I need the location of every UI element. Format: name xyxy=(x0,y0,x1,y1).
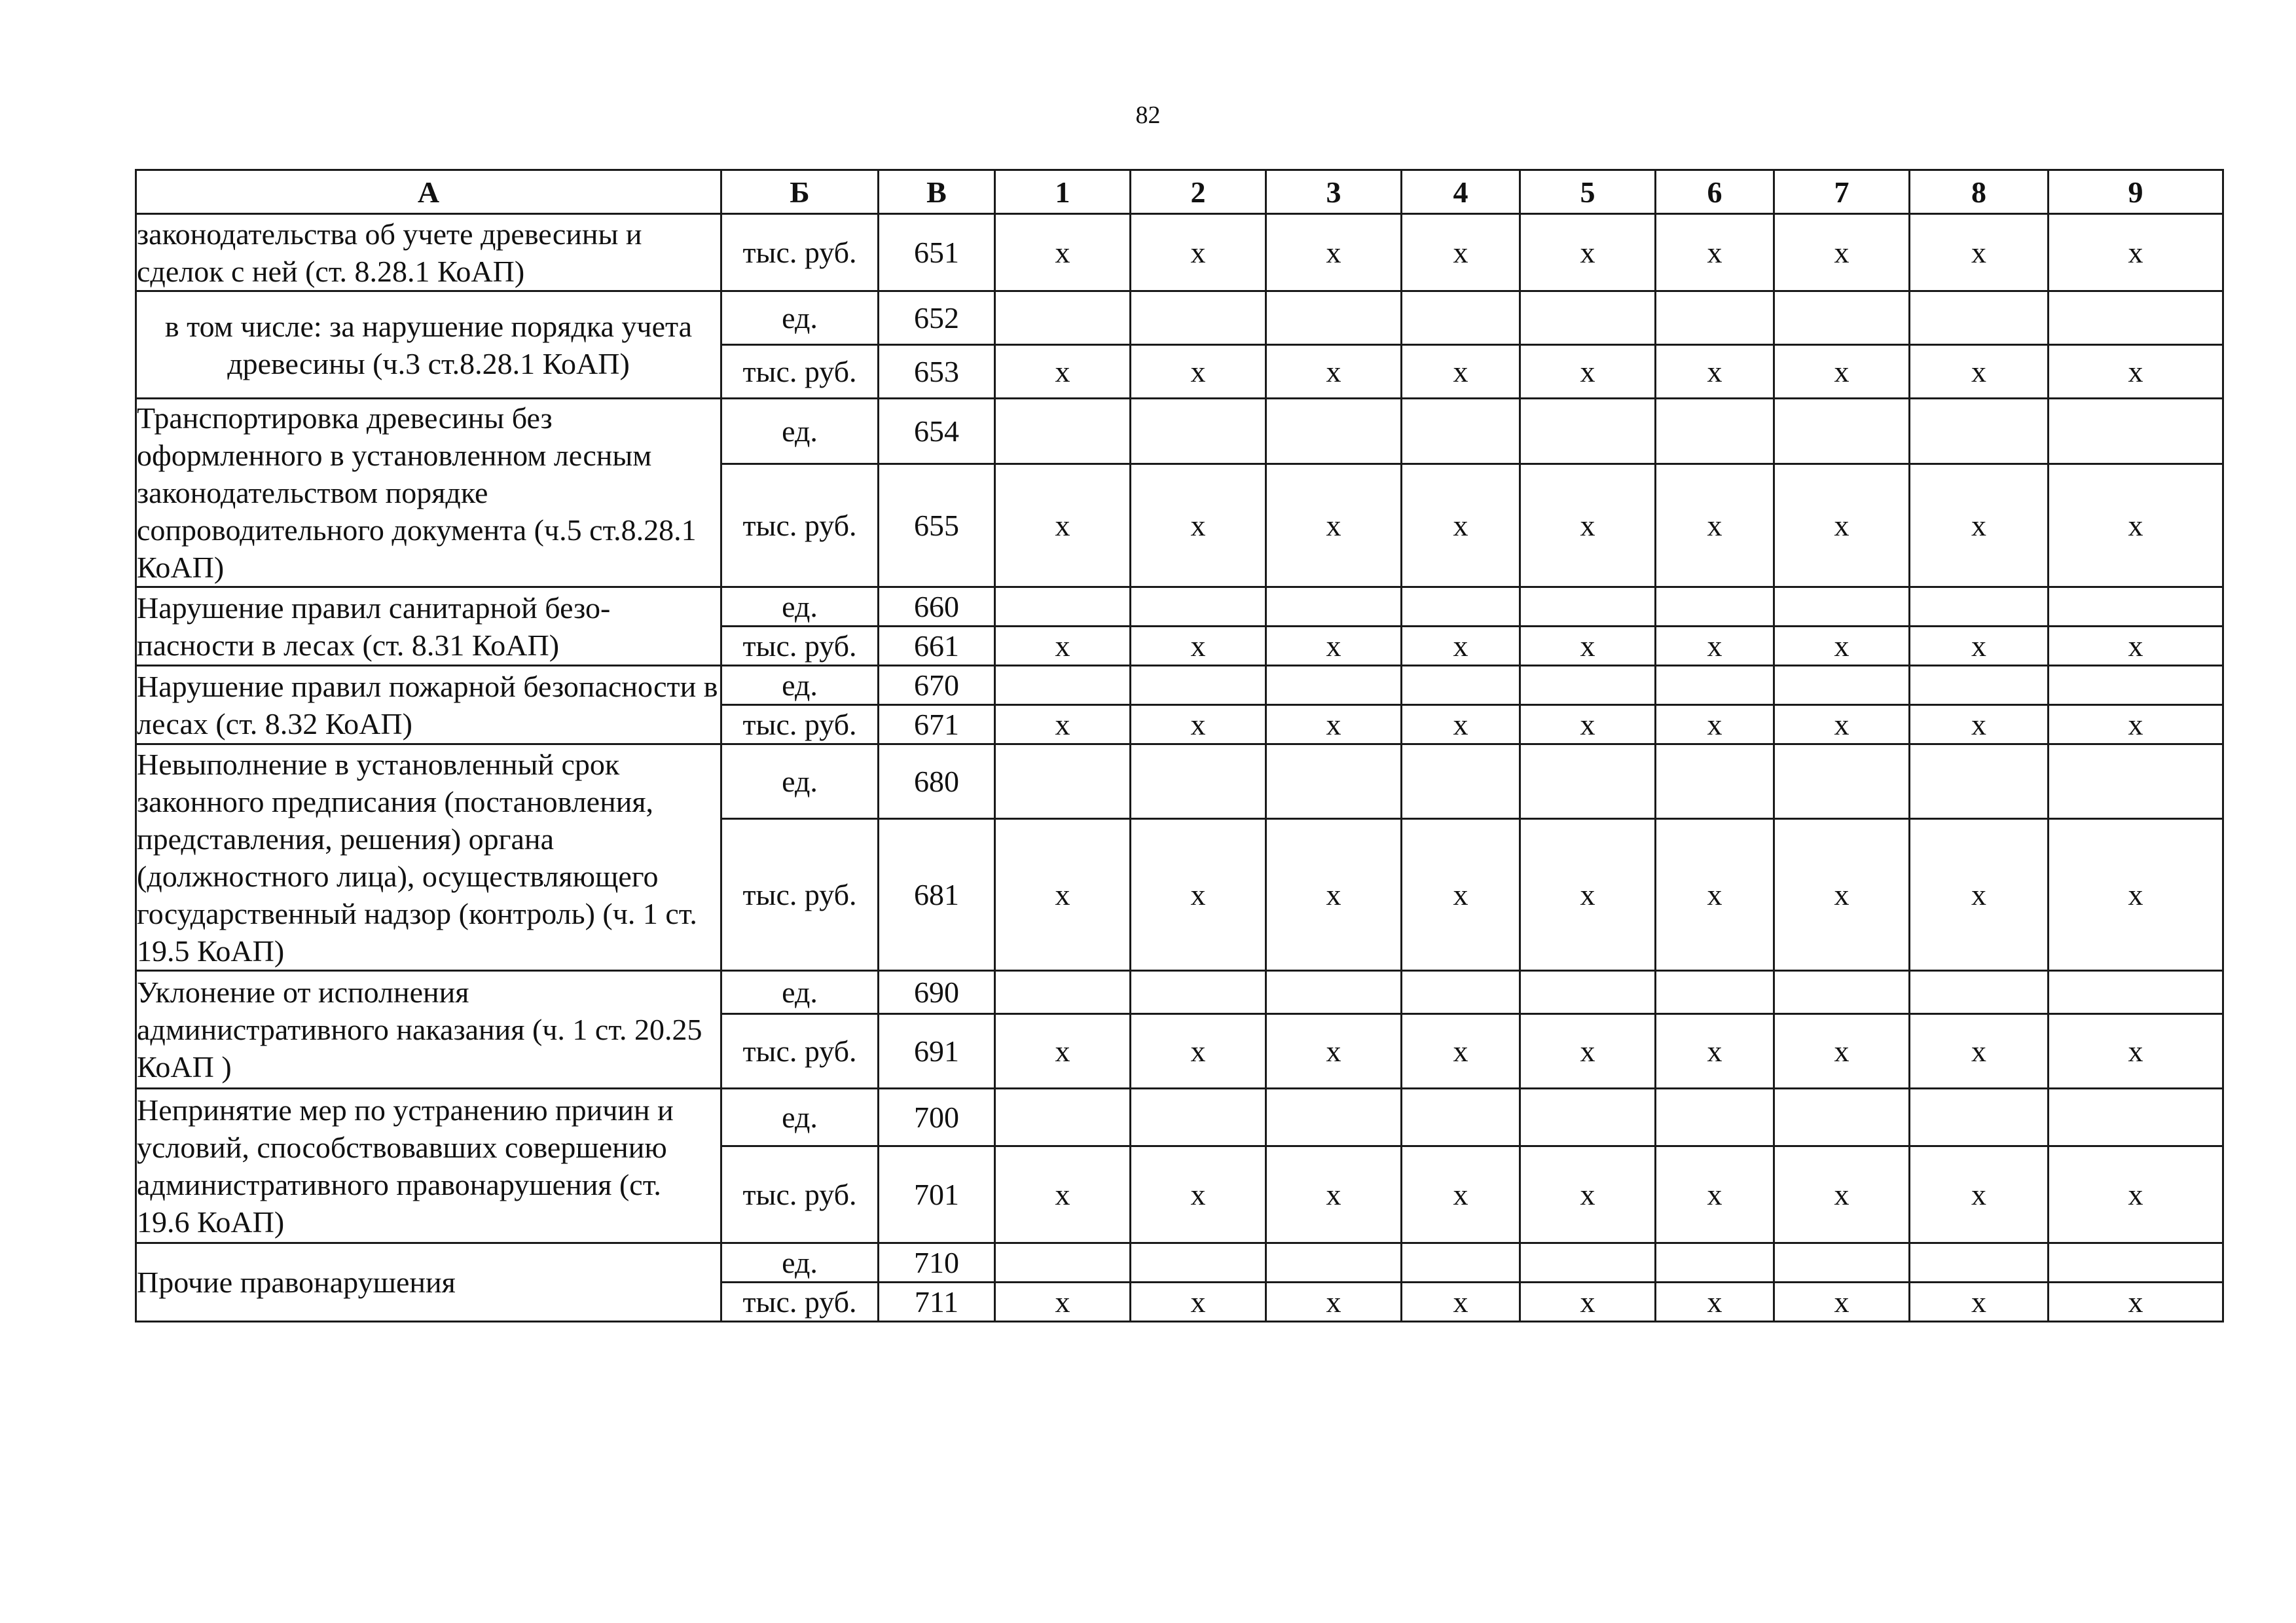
line-code-cell: 655 xyxy=(879,464,995,587)
column-6-cell: х xyxy=(1656,1283,1774,1322)
column-9-cell xyxy=(2049,1089,2223,1146)
column-4-cell: х xyxy=(1402,1014,1520,1089)
header-cell-v: В xyxy=(879,170,995,214)
column-4-cell: х xyxy=(1402,214,1520,291)
table-row xyxy=(136,1243,2223,1283)
column-1-cell xyxy=(995,971,1131,1014)
column-5-cell: х xyxy=(1520,1014,1656,1089)
header-cell-1: 1 xyxy=(995,170,1131,214)
column-7-cell xyxy=(1774,1243,1910,1283)
column-8-cell: х xyxy=(1910,345,2049,399)
column-4-cell: х xyxy=(1402,464,1520,587)
column-8-cell xyxy=(1910,971,2049,1014)
unit-cell: ед. xyxy=(721,399,879,464)
column-7-cell: х xyxy=(1774,1283,1910,1322)
column-1-cell: х xyxy=(995,1146,1131,1243)
column-1-cell xyxy=(995,666,1131,705)
unit-cell: тыс. руб. xyxy=(721,1283,879,1322)
column-8-cell xyxy=(1910,1243,2049,1283)
column-4-cell xyxy=(1402,1243,1520,1283)
column-3-cell xyxy=(1266,744,1402,819)
column-5-cell: х xyxy=(1520,819,1656,971)
column-3-cell xyxy=(1266,971,1402,1014)
column-3-cell xyxy=(1266,291,1402,345)
column-4-cell: х xyxy=(1402,345,1520,399)
line-code-cell: 700 xyxy=(879,1089,995,1146)
column-8-cell: х xyxy=(1910,464,2049,587)
column-1-cell xyxy=(995,399,1131,464)
header-cell-3: 3 xyxy=(1266,170,1402,214)
unit-cell: тыс. руб. xyxy=(721,464,879,587)
row-label: в том числе: за нарушение порядка учета древесины (ч.3 ст.8.28.1 КоАП) xyxy=(136,291,721,399)
header-cell-b: Б xyxy=(721,170,879,214)
column-9-cell: х xyxy=(2049,1283,2223,1322)
line-code-cell: 654 xyxy=(879,399,995,464)
column-8-cell: х xyxy=(1910,819,2049,971)
column-6-cell: х xyxy=(1656,1146,1774,1243)
column-8-cell xyxy=(1910,587,2049,627)
column-3-cell: х xyxy=(1266,464,1402,587)
column-8-cell xyxy=(1910,666,2049,705)
column-2-cell: х xyxy=(1131,705,1266,744)
column-1-cell xyxy=(995,291,1131,345)
column-5-cell: х xyxy=(1520,1146,1656,1243)
column-1-cell xyxy=(995,1243,1131,1283)
column-6-cell xyxy=(1656,1089,1774,1146)
column-6-cell: х xyxy=(1656,819,1774,971)
column-3-cell xyxy=(1266,1243,1402,1283)
column-9-cell: х xyxy=(2049,214,2223,291)
column-8-cell: х xyxy=(1910,214,2049,291)
table-row xyxy=(136,291,2223,345)
column-2-cell xyxy=(1131,971,1266,1014)
row-label: Нарушение правил санитарной безо-пасности в лесах (ст. 8.31 КоАП) xyxy=(136,587,721,666)
column-7-cell: х xyxy=(1774,345,1910,399)
column-9-cell: х xyxy=(2049,705,2223,744)
column-3-cell: х xyxy=(1266,345,1402,399)
column-9-cell xyxy=(2049,666,2223,705)
line-code-cell: 671 xyxy=(879,705,995,744)
column-4-cell: х xyxy=(1402,1283,1520,1322)
column-2-cell: х xyxy=(1131,627,1266,666)
column-5-cell: х xyxy=(1520,214,1656,291)
column-7-cell: х xyxy=(1774,1014,1910,1089)
header-cell-2: 2 xyxy=(1131,170,1266,214)
column-4-cell: х xyxy=(1402,1146,1520,1243)
column-7-cell xyxy=(1774,744,1910,819)
column-5-cell xyxy=(1520,1089,1656,1146)
column-5-cell xyxy=(1520,744,1656,819)
unit-cell: тыс. руб. xyxy=(721,819,879,971)
column-1-cell xyxy=(995,587,1131,627)
column-9-cell: х xyxy=(2049,345,2223,399)
header-cell-7: 7 xyxy=(1774,170,1910,214)
unit-cell: ед. xyxy=(721,971,879,1014)
column-9-cell xyxy=(2049,744,2223,819)
column-2-cell: х xyxy=(1131,464,1266,587)
column-4-cell xyxy=(1402,971,1520,1014)
unit-cell: ед. xyxy=(721,1089,879,1146)
column-1-cell: х xyxy=(995,705,1131,744)
line-code-cell: 681 xyxy=(879,819,995,971)
column-1-cell: х xyxy=(995,1014,1131,1089)
column-5-cell xyxy=(1520,971,1656,1014)
table-row xyxy=(136,971,2223,1014)
line-code-cell: 653 xyxy=(879,345,995,399)
column-7-cell: х xyxy=(1774,464,1910,587)
column-3-cell xyxy=(1266,399,1402,464)
column-2-cell xyxy=(1131,666,1266,705)
header-cell-5: 5 xyxy=(1520,170,1656,214)
column-2-cell xyxy=(1131,399,1266,464)
column-3-cell: х xyxy=(1266,214,1402,291)
column-6-cell xyxy=(1656,1243,1774,1283)
header-cell-9: 9 xyxy=(2049,170,2223,214)
column-4-cell xyxy=(1402,1089,1520,1146)
column-2-cell: х xyxy=(1131,1283,1266,1322)
column-9-cell: х xyxy=(2049,1014,2223,1089)
table-row xyxy=(136,214,2223,291)
column-4-cell: х xyxy=(1402,705,1520,744)
column-3-cell xyxy=(1266,587,1402,627)
unit-cell: ед. xyxy=(721,744,879,819)
column-2-cell xyxy=(1131,1243,1266,1283)
column-1-cell: х xyxy=(995,214,1131,291)
column-7-cell: х xyxy=(1774,705,1910,744)
column-4-cell xyxy=(1402,399,1520,464)
column-2-cell: х xyxy=(1131,214,1266,291)
unit-cell: тыс. руб. xyxy=(721,705,879,744)
table-row xyxy=(136,744,2223,819)
unit-cell: тыс. руб. xyxy=(721,214,879,291)
column-1-cell xyxy=(995,1089,1131,1146)
header-cell-a: А xyxy=(136,170,721,214)
column-3-cell xyxy=(1266,1089,1402,1146)
column-6-cell: х xyxy=(1656,214,1774,291)
column-1-cell: х xyxy=(995,1283,1131,1322)
column-2-cell: х xyxy=(1131,819,1266,971)
column-7-cell: х xyxy=(1774,819,1910,971)
row-label: Непринятие мер по устранению причин и условий, способствовавших совершению административного правонарушения (ст. 19.6 КоАП) xyxy=(136,1089,721,1243)
column-3-cell: х xyxy=(1266,1014,1402,1089)
column-8-cell: х xyxy=(1910,705,2049,744)
column-7-cell xyxy=(1774,666,1910,705)
column-1-cell: х xyxy=(995,345,1131,399)
column-2-cell: х xyxy=(1131,1014,1266,1089)
column-6-cell: х xyxy=(1656,705,1774,744)
column-3-cell: х xyxy=(1266,627,1402,666)
column-1-cell: х xyxy=(995,464,1131,587)
table-body xyxy=(136,214,2223,1322)
column-7-cell xyxy=(1774,587,1910,627)
line-code-cell: 691 xyxy=(879,1014,995,1089)
column-9-cell: х xyxy=(2049,1146,2223,1243)
row-label: Транспортировка древесины без оформленного в установленном лесным законодательством порядке сопроводительного документа (ч.5 ст.8.28.1 КоАП) xyxy=(136,399,721,587)
column-9-cell xyxy=(2049,399,2223,464)
column-2-cell xyxy=(1131,587,1266,627)
unit-cell: ед. xyxy=(721,666,879,705)
column-6-cell xyxy=(1656,971,1774,1014)
table-row xyxy=(136,666,2223,705)
column-6-cell: х xyxy=(1656,464,1774,587)
row-label: Прочие правонарушения xyxy=(136,1243,721,1322)
column-2-cell xyxy=(1131,744,1266,819)
column-4-cell xyxy=(1402,587,1520,627)
unit-cell: ед. xyxy=(721,587,879,627)
column-4-cell xyxy=(1402,291,1520,345)
column-2-cell xyxy=(1131,1089,1266,1146)
column-7-cell xyxy=(1774,399,1910,464)
column-5-cell: х xyxy=(1520,627,1656,666)
unit-cell: тыс. руб. xyxy=(721,1014,879,1089)
column-5-cell xyxy=(1520,399,1656,464)
page-number: 82 xyxy=(1135,101,1161,129)
column-9-cell: х xyxy=(2049,819,2223,971)
column-3-cell: х xyxy=(1266,1283,1402,1322)
unit-cell: тыс. руб. xyxy=(721,627,879,666)
column-9-cell: х xyxy=(2049,627,2223,666)
column-4-cell xyxy=(1402,666,1520,705)
row-label: Уклонение от исполнения административного наказания (ч. 1 ст. 20.25 КоАП ) xyxy=(136,971,721,1089)
column-5-cell: х xyxy=(1520,705,1656,744)
column-9-cell xyxy=(2049,1243,2223,1283)
column-6-cell xyxy=(1656,587,1774,627)
line-code-cell: 661 xyxy=(879,627,995,666)
column-5-cell xyxy=(1520,666,1656,705)
column-8-cell xyxy=(1910,399,2049,464)
line-code-cell: 660 xyxy=(879,587,995,627)
column-5-cell xyxy=(1520,1243,1656,1283)
table-row xyxy=(136,1089,2223,1146)
line-code-cell: 651 xyxy=(879,214,995,291)
line-code-cell: 652 xyxy=(879,291,995,345)
column-4-cell: х xyxy=(1402,627,1520,666)
table-row xyxy=(136,587,2223,627)
table-row xyxy=(136,399,2223,464)
violations-table xyxy=(135,169,2224,1322)
column-6-cell xyxy=(1656,399,1774,464)
column-7-cell xyxy=(1774,291,1910,345)
column-9-cell: х xyxy=(2049,464,2223,587)
unit-cell: тыс. руб. xyxy=(721,345,879,399)
column-1-cell xyxy=(995,744,1131,819)
column-6-cell xyxy=(1656,666,1774,705)
column-7-cell xyxy=(1774,971,1910,1014)
column-7-cell: х xyxy=(1774,627,1910,666)
column-8-cell: х xyxy=(1910,1014,2049,1089)
row-label: законодательства об учете древесины и сделок с ней (ст. 8.28.1 КоАП) xyxy=(136,214,721,291)
line-code-cell: 690 xyxy=(879,971,995,1014)
column-5-cell: х xyxy=(1520,464,1656,587)
column-3-cell: х xyxy=(1266,819,1402,971)
column-6-cell xyxy=(1656,744,1774,819)
column-1-cell: х xyxy=(995,627,1131,666)
row-label: Нарушение правил пожарной безопасности в лесах (ст. 8.32 КоАП) xyxy=(136,666,721,744)
column-9-cell xyxy=(2049,587,2223,627)
column-6-cell: х xyxy=(1656,627,1774,666)
column-7-cell xyxy=(1774,1089,1910,1146)
column-8-cell xyxy=(1910,744,2049,819)
column-5-cell: х xyxy=(1520,345,1656,399)
column-3-cell xyxy=(1266,666,1402,705)
column-8-cell: х xyxy=(1910,1146,2049,1243)
column-9-cell xyxy=(2049,971,2223,1014)
line-code-cell: 701 xyxy=(879,1146,995,1243)
line-code-cell: 711 xyxy=(879,1283,995,1322)
column-2-cell: х xyxy=(1131,345,1266,399)
column-8-cell: х xyxy=(1910,627,2049,666)
line-code-cell: 710 xyxy=(879,1243,995,1283)
column-7-cell: х xyxy=(1774,214,1910,291)
column-7-cell: х xyxy=(1774,1146,1910,1243)
unit-cell: ед. xyxy=(721,1243,879,1283)
column-3-cell: х xyxy=(1266,1146,1402,1243)
column-4-cell: х xyxy=(1402,819,1520,971)
column-5-cell xyxy=(1520,291,1656,345)
column-3-cell: х xyxy=(1266,705,1402,744)
header-cell-6: 6 xyxy=(1656,170,1774,214)
column-6-cell xyxy=(1656,291,1774,345)
column-6-cell: х xyxy=(1656,345,1774,399)
column-5-cell: х xyxy=(1520,1283,1656,1322)
column-9-cell xyxy=(2049,291,2223,345)
line-code-cell: 670 xyxy=(879,666,995,705)
column-6-cell: х xyxy=(1656,1014,1774,1089)
column-5-cell xyxy=(1520,587,1656,627)
unit-cell: ед. xyxy=(721,291,879,345)
column-8-cell xyxy=(1910,1089,2049,1146)
column-8-cell: х xyxy=(1910,1283,2049,1322)
column-2-cell xyxy=(1131,291,1266,345)
header-cell-4: 4 xyxy=(1402,170,1520,214)
header-row xyxy=(136,170,2223,214)
column-1-cell: х xyxy=(995,819,1131,971)
column-8-cell xyxy=(1910,291,2049,345)
column-2-cell: х xyxy=(1131,1146,1266,1243)
unit-cell: тыс. руб. xyxy=(721,1146,879,1243)
column-4-cell xyxy=(1402,744,1520,819)
header-cell-8: 8 xyxy=(1910,170,2049,214)
row-label: Невыполнение в установленный срок законного предписания (постановления, представления, решения) органа (должностного лица), осуществляющего государственный надзор (контроль) (ч. 1 ст. 19.5 КоАП) xyxy=(136,744,721,971)
line-code-cell: 680 xyxy=(879,744,995,819)
